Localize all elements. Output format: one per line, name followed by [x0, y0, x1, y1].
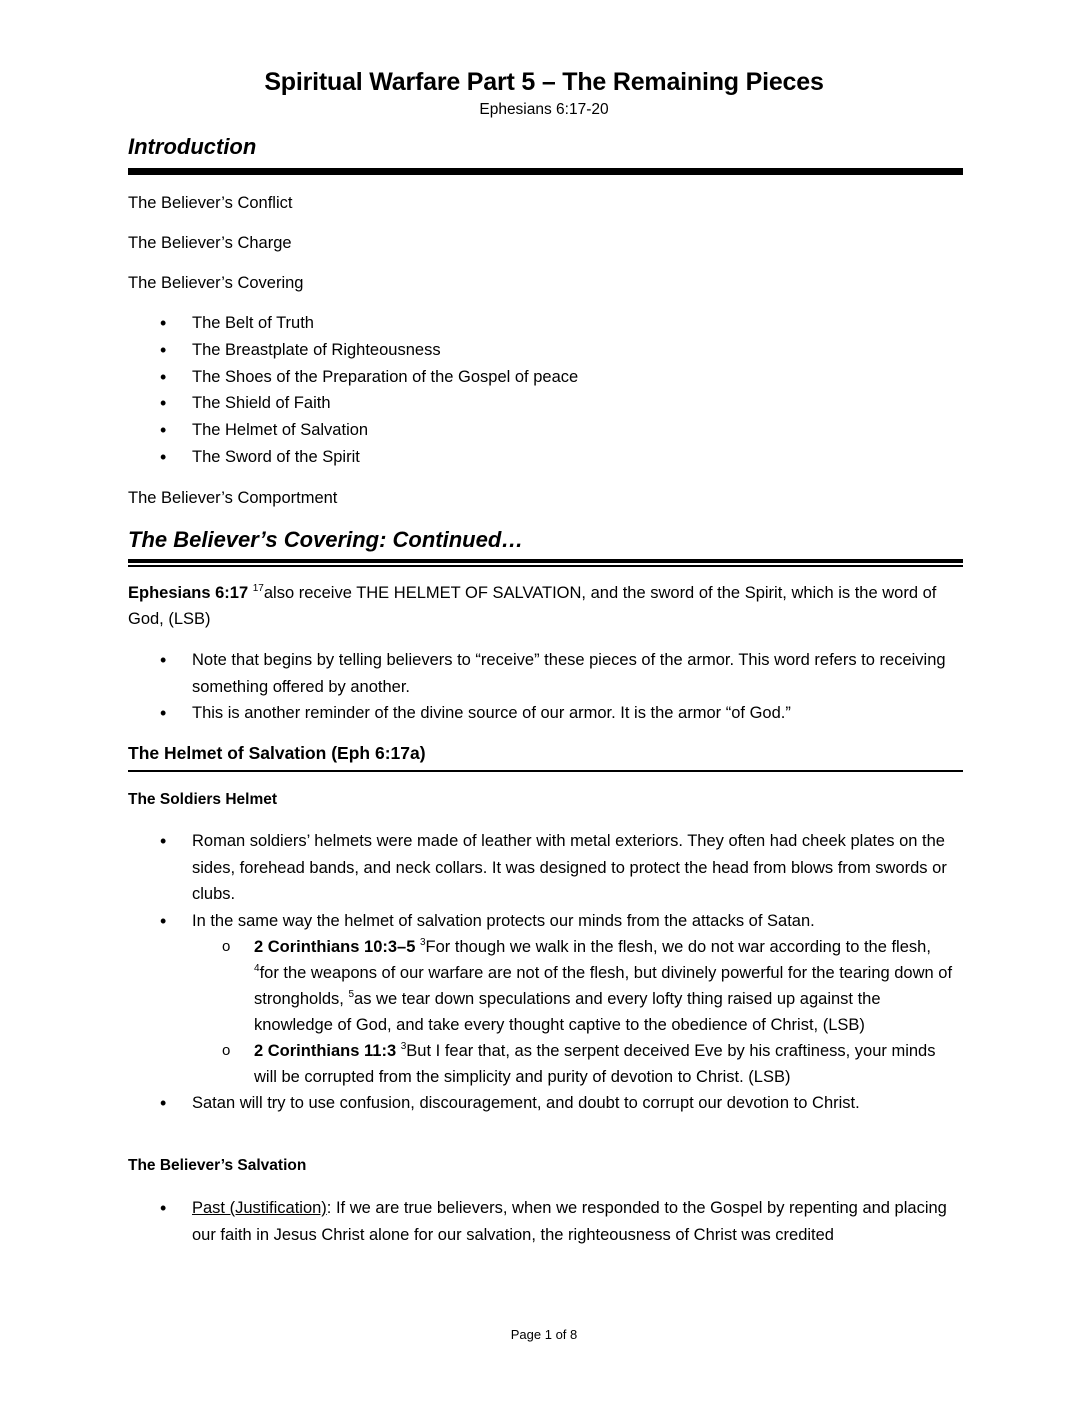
verse-text: also receive THE HELMET OF SALVATION, and the sword of the Spirit, which is the word of God, (LSB) [128, 584, 937, 628]
heading-covering-continued: The Believer’s Covering: Continued… [128, 527, 524, 552]
scripture-reference: Ephesians 6:17 [128, 584, 249, 602]
list-item: • The Shield of Faith [160, 390, 960, 417]
list-item: • The Sword of the Spirit [160, 444, 960, 471]
list-item [160, 1195, 960, 1248]
scripture-2-cor-11 [222, 1038, 960, 1090]
heading-introduction: Introduction [128, 134, 257, 159]
heading-rule [128, 168, 963, 175]
intro-line-charge: The Believer’s Charge [128, 234, 292, 252]
heading-helmet-of-salvation: The Helmet of Salvation (Eph 6:17a) [128, 743, 426, 763]
verse-number: 17 [252, 583, 264, 594]
list-item: • The Belt of Truth [160, 310, 960, 337]
verse-number: 5 [348, 989, 355, 1000]
page-number: Page 1 of 8 [510, 1327, 578, 1342]
scripture-sublist [192, 934, 960, 1090]
verse-number: 3 [419, 937, 426, 948]
list-item: • The Helmet of Salvation [160, 417, 960, 444]
scripture-reference: 2 Corinthians 10:3–5 [254, 938, 416, 956]
list-item [160, 908, 960, 1091]
list-item: • Note that begins by telling believers to “receive” these pieces of the armor. This word refers to receiving something offered by another. [160, 647, 960, 700]
intro-line-covering: The Believer’s Covering [128, 274, 304, 292]
list-item: • This is another reminder of the divine source of our armor. It is the armor “of God.” [160, 700, 960, 727]
list-item: • The Breastplate of Righteousness [160, 337, 960, 364]
document-subtitle: Ephesians 6:17-20 [479, 101, 609, 118]
justification-label: Past (Justification) [192, 1199, 327, 1217]
section-rule [128, 770, 963, 772]
scripture-reference: 2 Corinthians 11:3 [254, 1042, 397, 1060]
heading-double-rule [128, 559, 963, 567]
subheading-believers-salvation: The Believer’s Salvation [128, 1157, 307, 1174]
verse-text: For though we walk in the flesh, we do not war according to the flesh, [425, 938, 931, 956]
list-item: • Roman soldiers’ helmets were made of leather with metal exteriors. They often had cheek plates on the sides, forehead bands, and neck collars. It was designed to protect the head from blows from swords or clubs. [160, 828, 960, 908]
document-title: Spiritual Warfare Part 5 – The Remaining Pieces [264, 68, 824, 96]
verse-text: But I fear that, as the serpent deceived Eve by his craftiness, your minds will be corrupted from the simplicity and purity of devotion to Christ. (LSB) [254, 1042, 936, 1086]
armor-list [160, 310, 960, 471]
intro-line-conflict: The Believer’s Conflict [128, 194, 293, 212]
list-item-text: In the same way the helmet of salvation protects our minds from the attacks of Satan. [192, 911, 815, 930]
scripture-2-cor-10 [222, 934, 960, 1038]
verse-number: 3 [400, 1041, 407, 1052]
verse-number: 4 [254, 963, 260, 974]
list-item: • Satan will try to use confusion, discouragement, and doubt to corrupt our devotion to Christ. [160, 1090, 960, 1117]
verse-text: as we tear down speculations and every lofty thing raised up against the knowledge of God, and take every thought captive to the obedience of Christ, (LSB) [254, 990, 881, 1034]
subheading-soldiers-helmet: The Soldiers Helmet [128, 791, 278, 808]
list-item-text: : If we are true believers, when we responded to the Gospel by repenting and placing our faith in Jesus Christ alone for our salvation, the righteousness of Christ was credited [192, 1199, 947, 1244]
soldiers-helmet-list [160, 828, 960, 1117]
verse-text: for the weapons of our warfare are not of the flesh, but divinely powerful for the tearing down of strongholds, [254, 964, 953, 1008]
intro-line-comportment: The Believer’s Comportment [128, 489, 338, 507]
list-item: • The Shoes of the Preparation of the Gospel of peace [160, 364, 960, 391]
salvation-list [160, 1195, 960, 1248]
scripture-ephesians-6-17 [128, 580, 963, 632]
covering-notes-list [160, 647, 960, 727]
